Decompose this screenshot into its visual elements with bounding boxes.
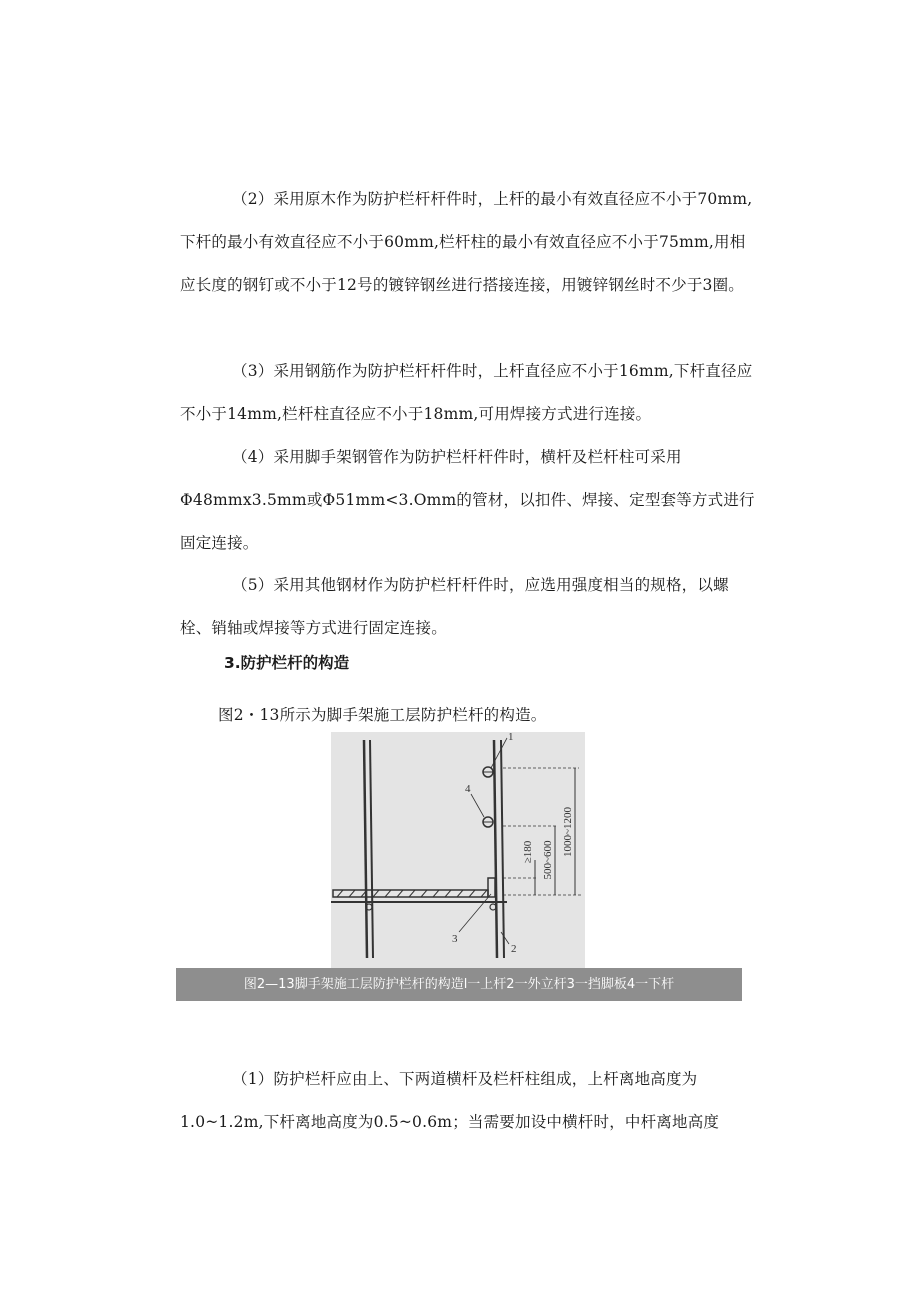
figure-intro: 图2・13所示为脚手架施工层防护栏杆的构造。: [218, 706, 547, 724]
dim-total-label: 1000~1200: [562, 807, 574, 857]
label-2: 2: [511, 943, 517, 955]
paragraph-1: （1）防护栏杆应由上、下两道横杆及栏杆柱组成，上杆离地高度为1.0~1.2m,下杆离地高度为0.5~0.6m；当需要加设中横杆时，中杆离地高度: [180, 1070, 720, 1131]
paragraph-3: （3）采用钢筋作为防护栏杆杆件时，上杆直径应不小于16mm,下杆直径应不小于14mm,栏杆柱直径应不小于18mm,可用焊接方式进行连接。: [180, 362, 753, 423]
figure-caption: 图2—13脚手架施工层防护栏杆的构造l一上杆2一外立杆3一挡脚板4一下杆: [176, 968, 742, 1001]
section-heading: 3.防护栏杆的构造: [224, 654, 350, 672]
guardrail-figure: [331, 732, 585, 968]
label-4: 4: [465, 783, 471, 795]
outer-post: [494, 740, 497, 958]
label-1: 1: [508, 732, 514, 743]
toe-board: [488, 878, 495, 897]
inner-post-edge: [370, 740, 373, 958]
paragraph-5: （5）采用其他钢材作为防护栏杆杆件时，应选用强度相当的规格，以螺栓、销轴或焊接等方式进行固定连接。: [180, 576, 729, 637]
guardrail-diagram: [331, 732, 585, 968]
label-3: 3: [452, 933, 458, 945]
dim-mid-label: 500~600: [542, 840, 554, 880]
outer-post-edge: [501, 740, 504, 958]
paragraph-4: （4）采用脚手架钢管作为防护栏杆杆件时，横杆及栏杆柱可采用Φ48mmx3.5mm或Φ51mm<3.Omm的管材，以扣件、焊接、定型套等方式进行固定连接。: [180, 448, 755, 552]
dim-toe-label: ≥180: [522, 840, 534, 864]
paragraph-2: （2）采用原木作为防护栏杆杆件时，上杆的最小有效直径应不小于70mm,下杆的最小有效直径应不小于60mm,栏杆柱的最小有效直径应不小于75mm,用相应长度的钢钉或不小于12号的镀锌钢丝进行搭接连接，用镀锌钢丝时不少于3圈。: [180, 190, 753, 294]
plank-hatching: [337, 890, 487, 897]
inner-post: [364, 740, 367, 958]
